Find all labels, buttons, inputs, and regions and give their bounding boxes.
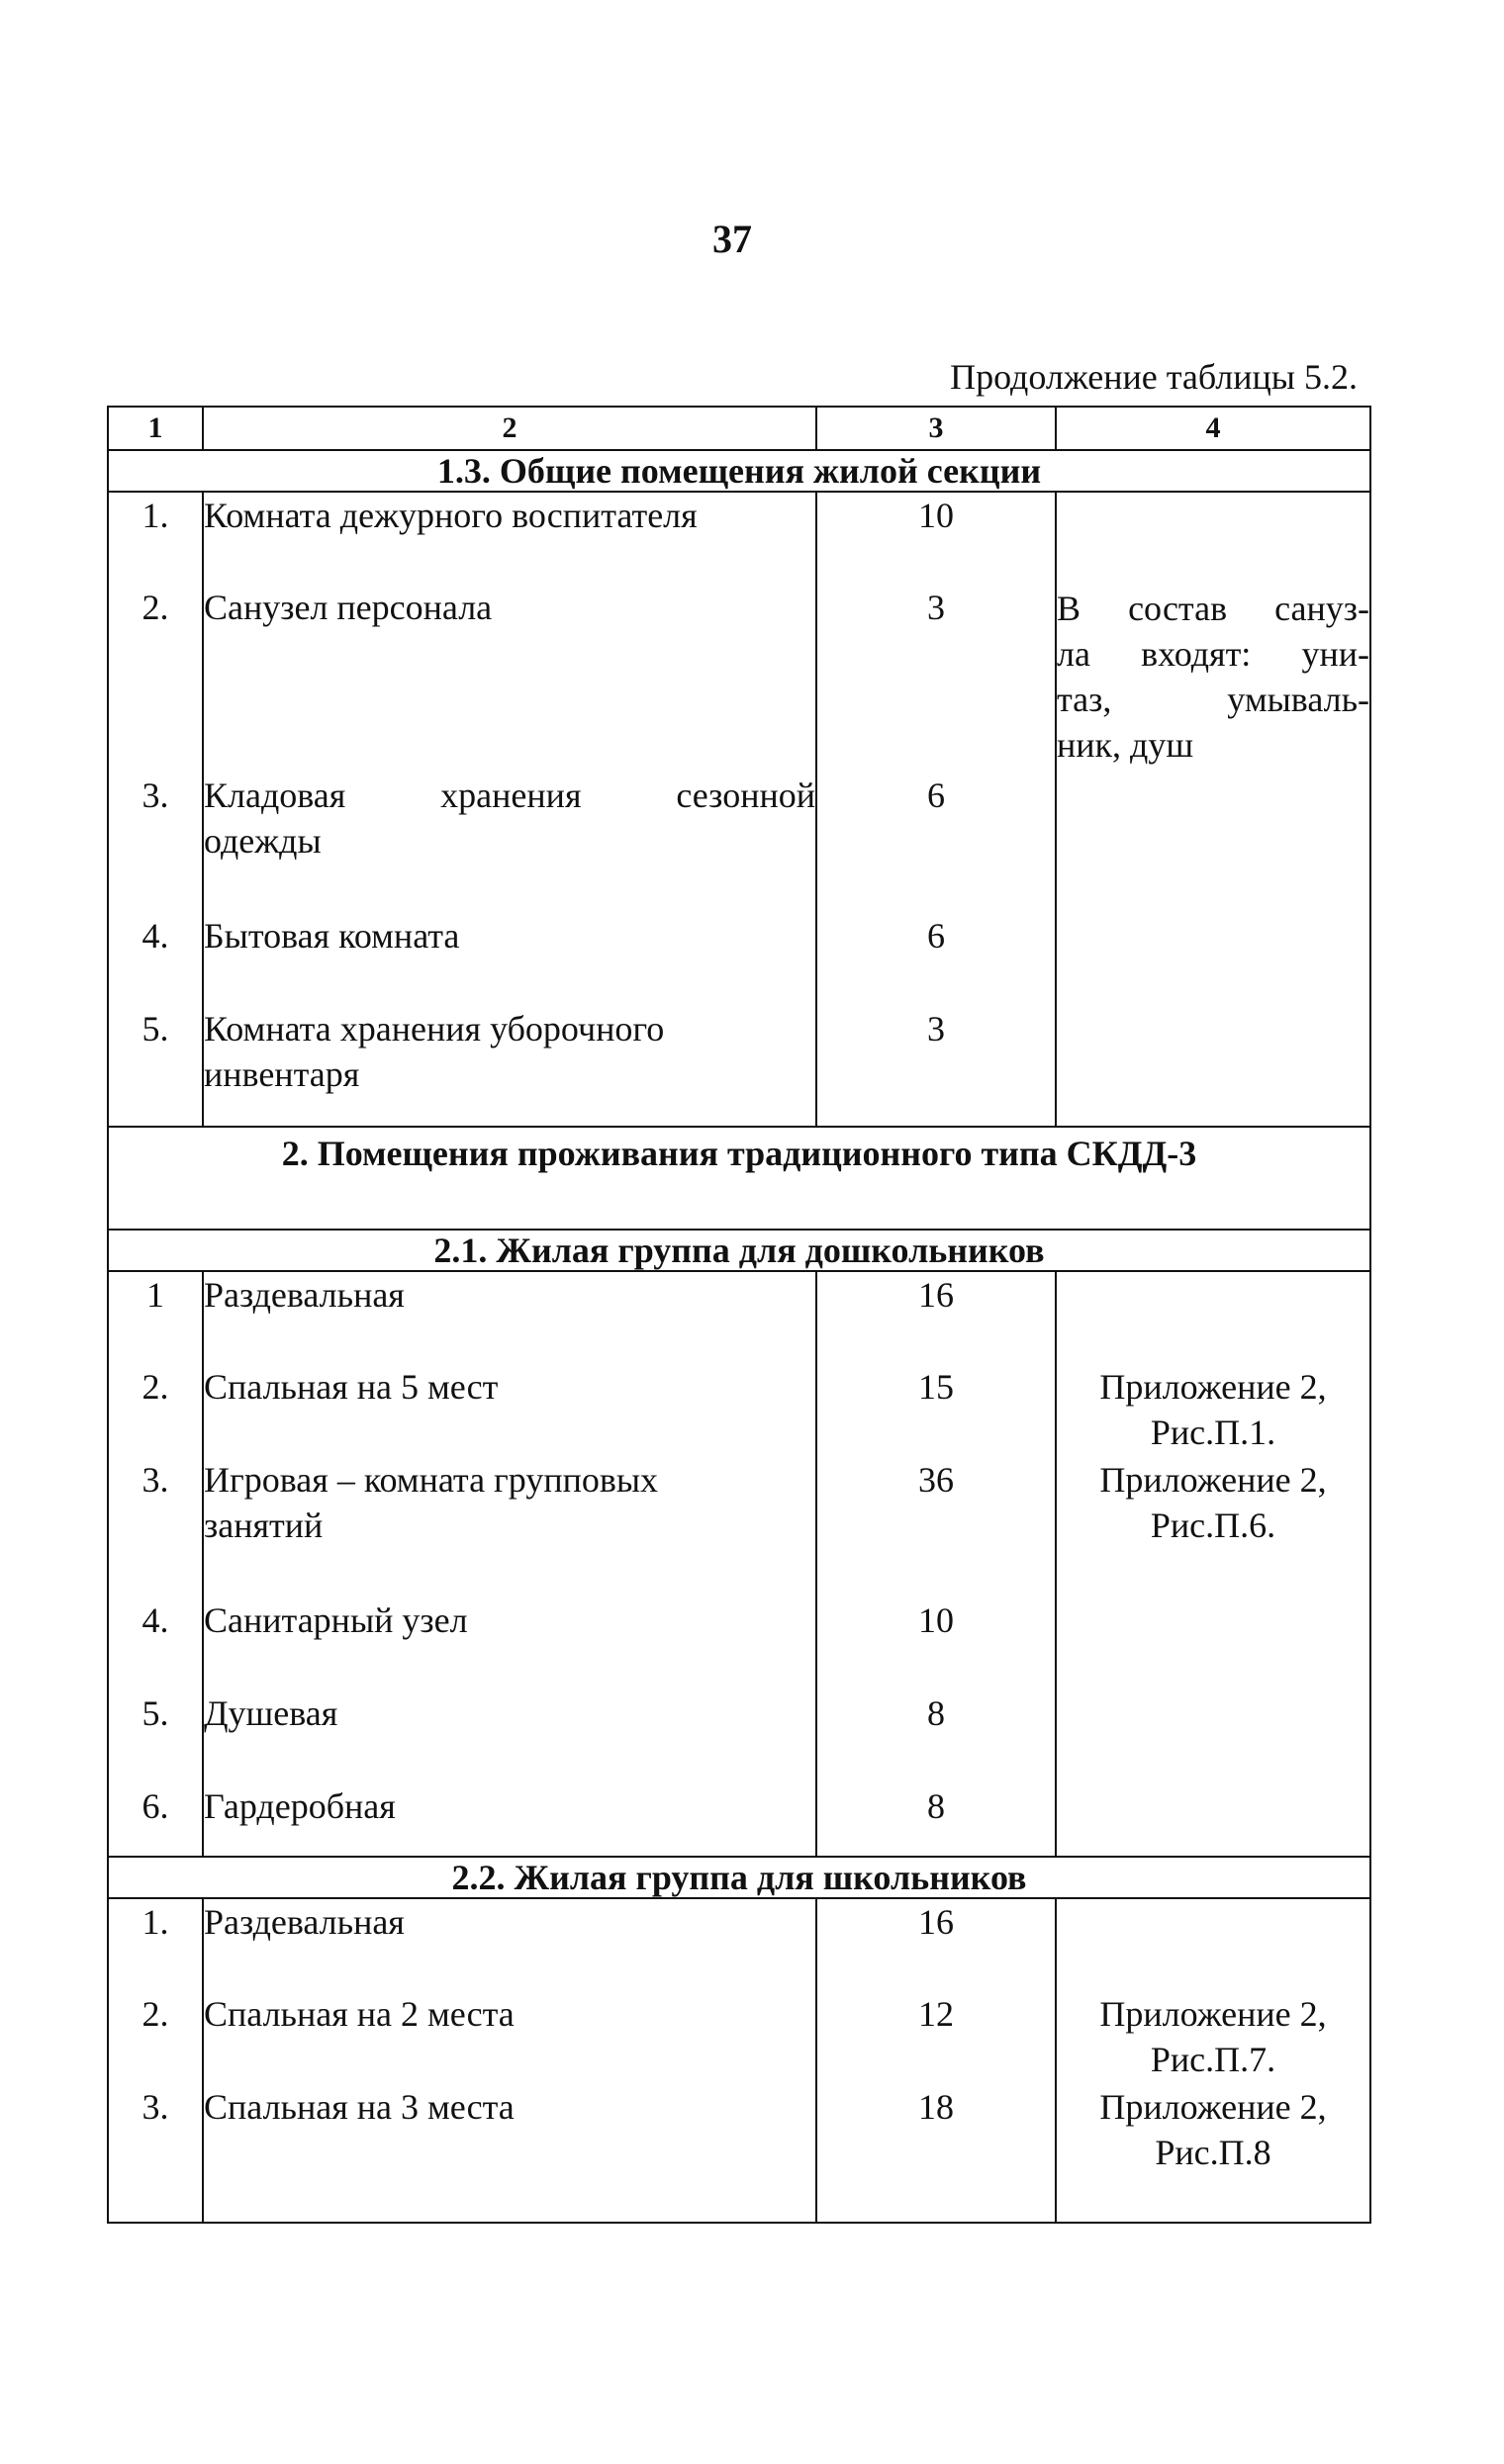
room-area: 6 bbox=[816, 913, 1056, 1006]
table-row bbox=[108, 1690, 1370, 1783]
room-name: Спальная на 2 места bbox=[203, 1991, 816, 2084]
note-cell bbox=[1056, 2084, 1370, 2223]
note-line: ник, душ bbox=[1057, 725, 1194, 765]
note-cell bbox=[1056, 1783, 1370, 1857]
table-row bbox=[108, 2084, 1370, 2223]
room-area: 16 bbox=[816, 1898, 1056, 1991]
row-number: 3. bbox=[108, 2084, 203, 2223]
room-name: Душевая bbox=[203, 1690, 816, 1783]
header-col-4: 4 bbox=[1056, 407, 1370, 450]
table-row bbox=[108, 1457, 1370, 1597]
section-heading bbox=[108, 1230, 1370, 1271]
note-line: ла входят: уни- bbox=[1057, 634, 1369, 674]
row-number: 5. bbox=[108, 1690, 203, 1783]
room-name: Гардеробная bbox=[203, 1783, 816, 1857]
row-number: 6. bbox=[108, 1783, 203, 1857]
rooms-table bbox=[107, 406, 1371, 2224]
room-area: 16 bbox=[816, 1271, 1056, 1364]
room-name: Санитарный узел bbox=[203, 1597, 816, 1690]
table-row bbox=[108, 1597, 1370, 1690]
room-name bbox=[203, 773, 816, 913]
note-cell bbox=[1056, 1457, 1370, 1597]
room-name: Комната дежурного воспитателя bbox=[203, 492, 816, 585]
row-number: 3. bbox=[108, 773, 203, 913]
table-row bbox=[108, 1991, 1370, 2084]
note-cell bbox=[1056, 492, 1370, 1127]
room-area: 10 bbox=[816, 492, 1056, 585]
table-row bbox=[108, 1898, 1370, 1991]
row-number: 2. bbox=[108, 1364, 203, 1457]
header-col-2: 2 bbox=[203, 407, 816, 450]
room-name bbox=[203, 1006, 816, 1127]
note-line: Приложение 2, bbox=[1099, 1994, 1327, 2034]
note-cell bbox=[1056, 1364, 1370, 1457]
room-name-line: Комната хранения уборочного bbox=[204, 1009, 665, 1049]
row-number: 2. bbox=[108, 1991, 203, 2084]
row-number: 3. bbox=[108, 1457, 203, 1597]
room-name: Раздевальная bbox=[203, 1898, 816, 1991]
page-number: 37 bbox=[712, 217, 752, 261]
section-title: 2. Помещения проживания традиционного типа СКДД-3 bbox=[108, 1127, 1370, 1230]
section-heading bbox=[108, 1127, 1370, 1230]
note-line: Приложение 2, bbox=[1099, 1367, 1327, 1407]
room-area: 15 bbox=[816, 1364, 1056, 1457]
note-line: Рис.П.8 bbox=[1155, 2133, 1271, 2172]
note-line: В состав сануз- bbox=[1057, 589, 1369, 628]
row-number: 2. bbox=[108, 585, 203, 773]
section-heading bbox=[108, 1857, 1370, 1898]
note-line: Приложение 2, bbox=[1099, 1460, 1327, 1500]
note-cell bbox=[1056, 1991, 1370, 2084]
header-col-3: 3 bbox=[816, 407, 1056, 450]
room-area: 6 bbox=[816, 773, 1056, 913]
note-line: Рис.П.6. bbox=[1150, 1506, 1276, 1545]
note-line: таз, умываль- bbox=[1057, 680, 1369, 719]
section-title: 1.3. Общие помещения жилой секции bbox=[108, 450, 1370, 492]
header-col-1: 1 bbox=[108, 407, 203, 450]
table-row bbox=[108, 492, 1370, 585]
room-name-line: Игровая – комната групповых bbox=[204, 1460, 659, 1500]
note-cell bbox=[1056, 1271, 1370, 1364]
row-number: 5. bbox=[108, 1006, 203, 1127]
room-name: Раздевальная bbox=[203, 1271, 816, 1364]
table-row bbox=[108, 1364, 1370, 1457]
note-line: Рис.П.7. bbox=[1150, 2040, 1276, 2079]
table-caption: Продолжение таблицы 5.2. bbox=[950, 357, 1358, 397]
note-cell bbox=[1056, 1898, 1370, 1991]
row-number: 4. bbox=[108, 913, 203, 1006]
room-name: Санузел персонала bbox=[203, 585, 816, 773]
room-area: 10 bbox=[816, 1597, 1056, 1690]
room-area: 8 bbox=[816, 1783, 1056, 1857]
row-number: 1 bbox=[108, 1271, 203, 1364]
room-area: 36 bbox=[816, 1457, 1056, 1597]
room-area: 3 bbox=[816, 1006, 1056, 1127]
note-line: Рис.П.1. bbox=[1150, 1413, 1276, 1452]
room-name-line: Кладовая хранения сезонной bbox=[204, 776, 815, 815]
room-area: 18 bbox=[816, 2084, 1056, 2223]
section-title: 2.2. Жилая группа для школьников bbox=[108, 1857, 1370, 1898]
room-area: 12 bbox=[816, 1991, 1056, 2084]
section-heading bbox=[108, 450, 1370, 492]
table-row bbox=[108, 1783, 1370, 1857]
room-name-line: занятий bbox=[204, 1506, 324, 1545]
room-name-line: инвентаря bbox=[204, 1054, 360, 1094]
section-title: 2.1. Жилая группа для дошкольников bbox=[108, 1230, 1370, 1271]
room-name: Бытовая комната bbox=[203, 913, 816, 1006]
table-header-row bbox=[108, 407, 1370, 450]
note-line: Приложение 2, bbox=[1099, 2087, 1327, 2127]
room-name-line: одежды bbox=[204, 821, 322, 861]
row-number: 1. bbox=[108, 492, 203, 585]
table-row bbox=[108, 1271, 1370, 1364]
row-number: 1. bbox=[108, 1898, 203, 1991]
room-name: Спальная на 5 мест bbox=[203, 1364, 816, 1457]
room-name bbox=[203, 1457, 816, 1597]
room-name: Спальная на 3 места bbox=[203, 2084, 816, 2223]
room-area: 8 bbox=[816, 1690, 1056, 1783]
note-cell bbox=[1056, 1597, 1370, 1690]
room-area: 3 bbox=[816, 585, 1056, 773]
row-number: 4. bbox=[108, 1597, 203, 1690]
note-cell bbox=[1056, 1690, 1370, 1783]
